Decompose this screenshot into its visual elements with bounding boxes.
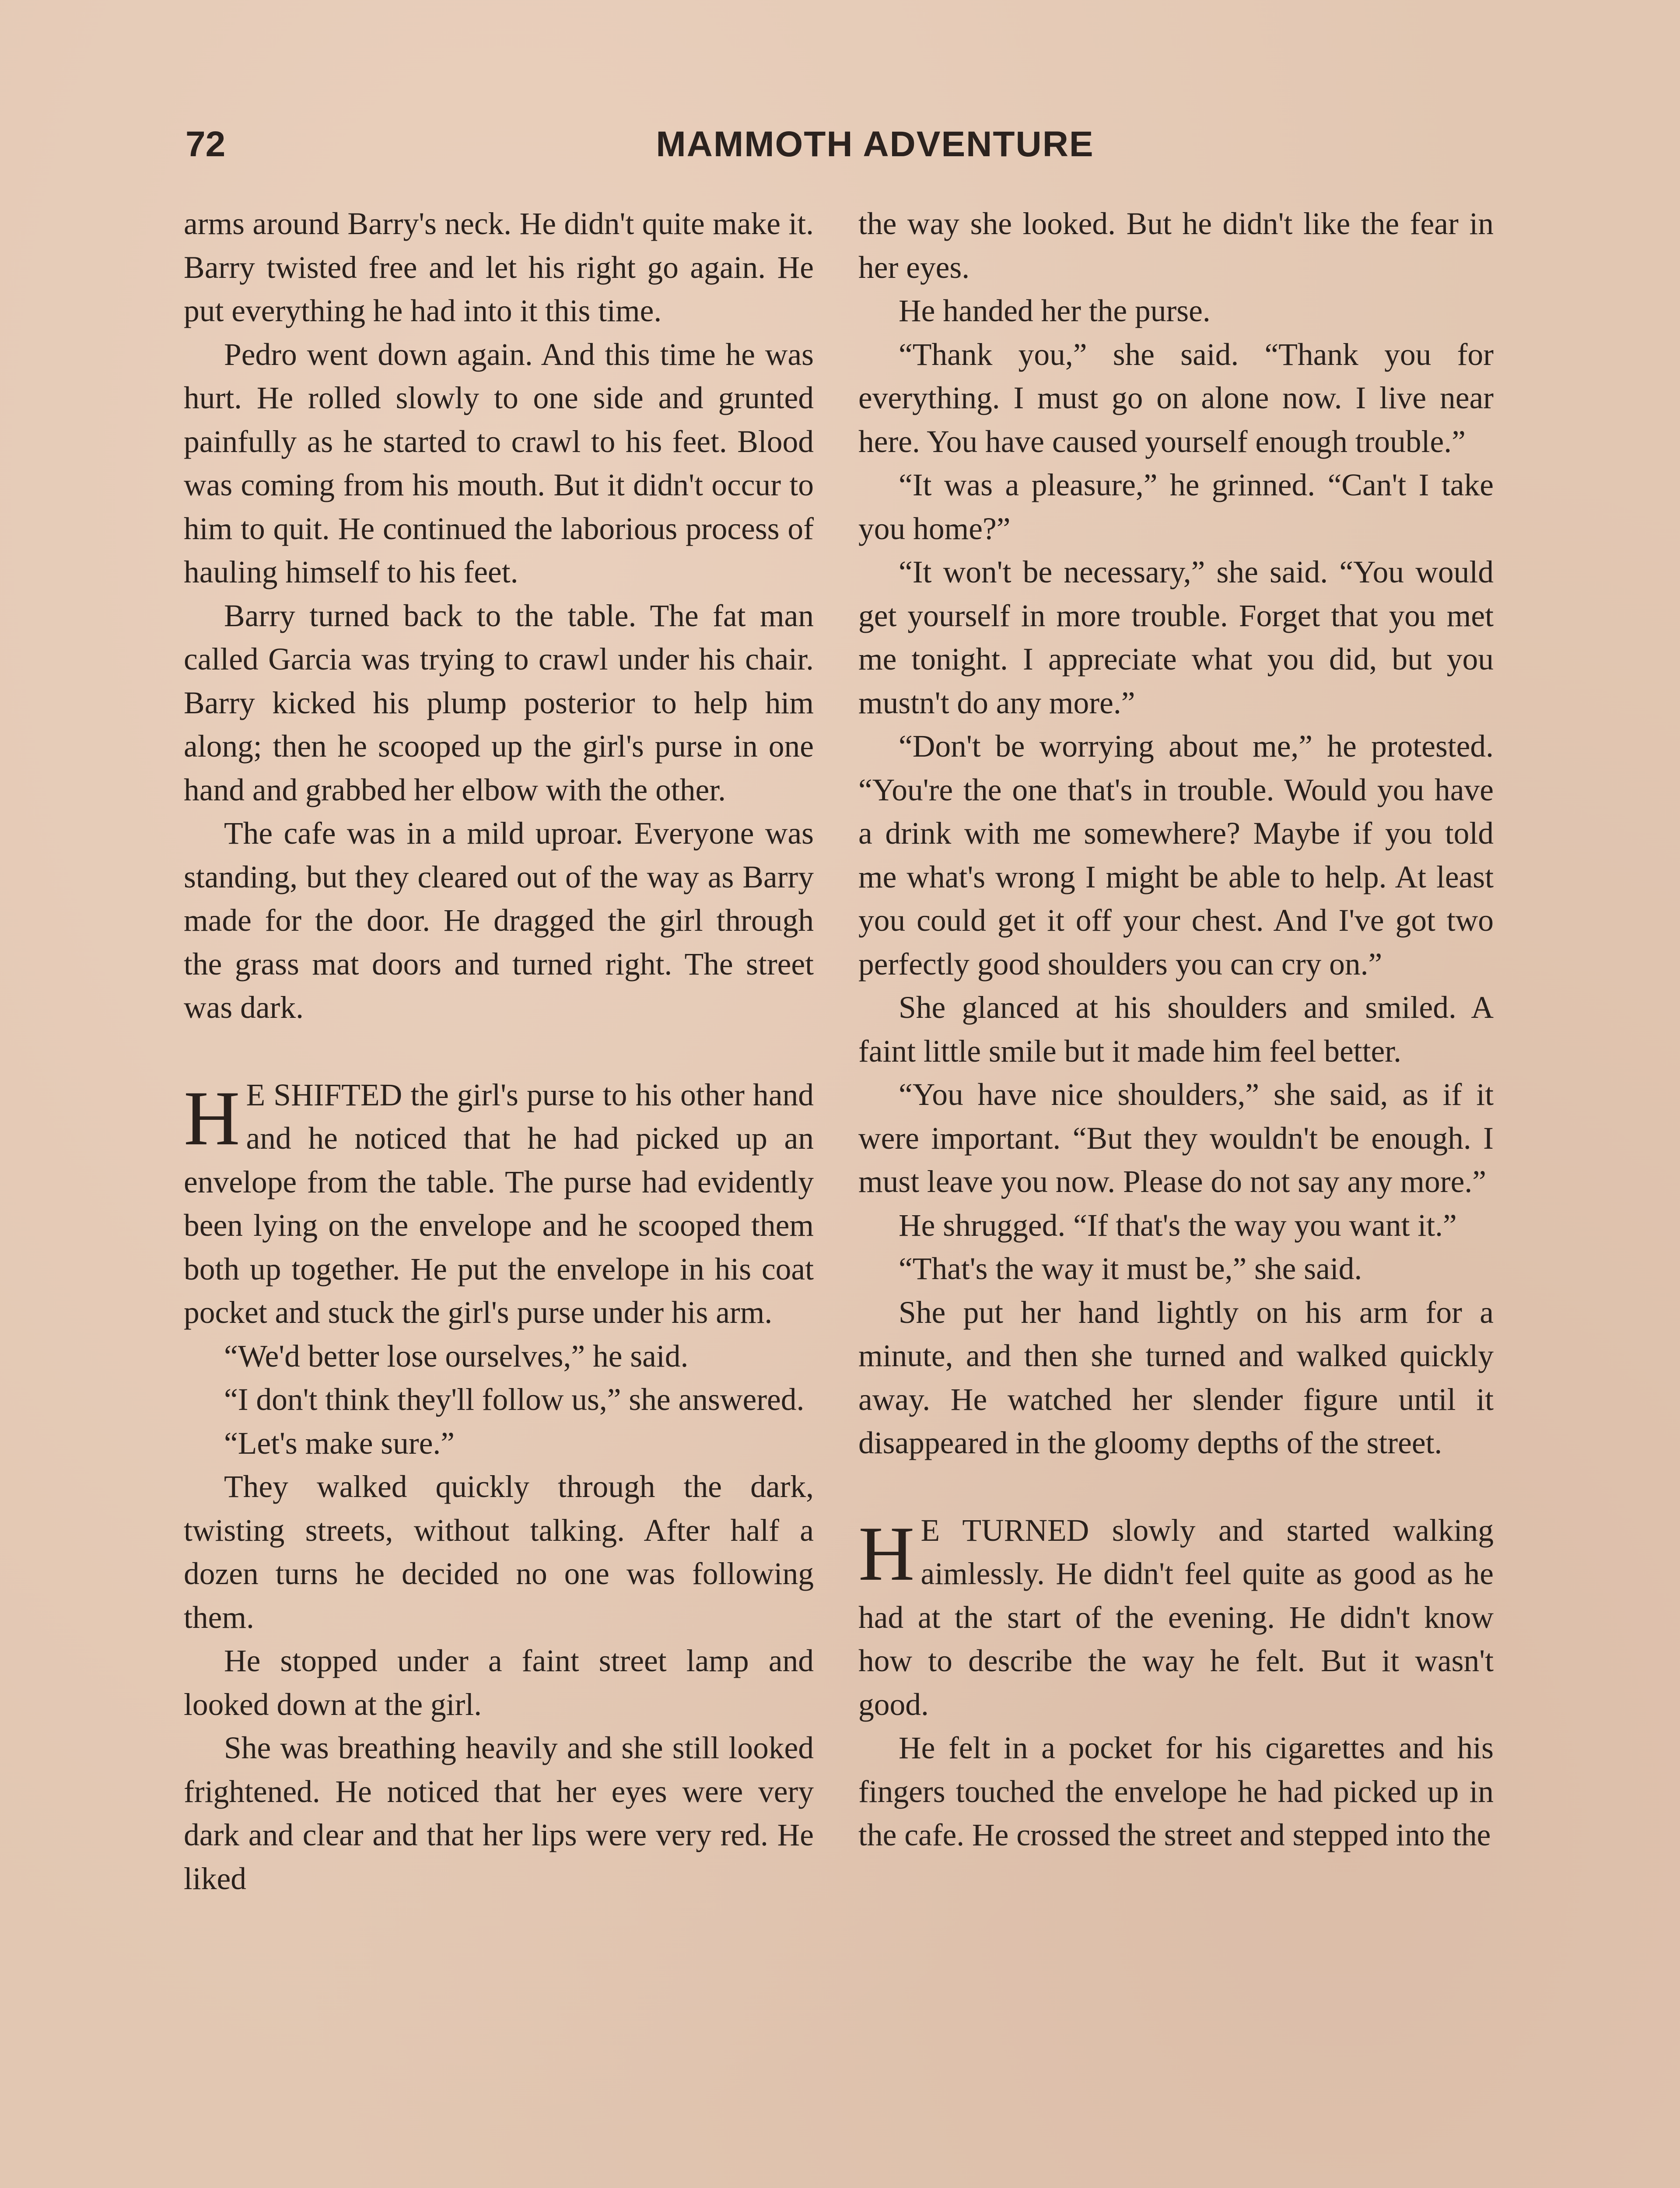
lead-in: E SHIFTED — [246, 1077, 402, 1112]
paragraph: They walked quickly through the dark, twisting streets, without talking. After half a dozen turns he decided no one was following them. — [184, 1469, 814, 1635]
paragraph: Pedro went down again. And this time he was hurt. He rolled slowly to one side and grunted painfully as he started to crawl to his feet. Blood was coming from his mouth. But it didn't occur to him to quit. He continued the laborious process of hauling himself to his feet. — [184, 337, 814, 589]
paragraph: The cafe was in a mild uproar. Everyone was standing, but they cleared out of the way as Barry made for the door. He dragged the girl through the grass mat doors and turned right. The street was dark. — [184, 816, 814, 1025]
section-opening-paragraph — [184, 1073, 814, 1335]
paragraph: “It was a pleasure,” he grinned. “Can't I take you home?” — [858, 468, 1494, 546]
paragraph-text: slowly and started walking aimlessly. He didn't feel quite as good as he had at the start of the evening. He didn't know how to describe the way he felt. But it wasn't good. — [858, 1513, 1494, 1722]
section-opening-paragraph — [858, 1509, 1494, 1727]
paragraph: She was breathing heavily and she still looked frightened. He noticed that her eyes were very dark and clear and that her lips were very red. He liked — [184, 1731, 814, 1896]
paragraph-text: the girl's purse to his other hand and he noticed that he had picked up an envelope from the table. The purse had evidently been lying on the envelope and he scooped them both up together. He put the envelope in his coat pocket and stuck the girl's purse under his arm. — [184, 1077, 814, 1330]
paragraph: “You have nice shoulders,” she said, as if it were important. “But they wouldn't be enough. I must leave you now. Please do not say any more.” — [858, 1077, 1494, 1199]
paragraph: “Don't be worrying about me,” he protested. “You're the one that's in trouble. Would you have a drink with me somewhere? Maybe if you told me what's wrong I might be able to help. At least you could get it off your chest. And I've got two perfectly good shoulders you can cry on.” — [858, 729, 1494, 982]
right-column — [858, 202, 1494, 1857]
lead-in: E TURNED — [920, 1513, 1089, 1548]
paragraph: He felt in a pocket for his cigarettes and his fingers touched the envelope he had picked up in the cafe. He crossed the street and stepped into the — [858, 1731, 1494, 1852]
paragraph: He stopped under a faint street lamp and looked down at the girl. — [184, 1644, 814, 1722]
paragraph: “Let's make sure.” — [224, 1426, 455, 1461]
drop-cap: H — [858, 1510, 915, 1597]
paragraph: She glanced at his shoulders and smiled. A faint little smile but it made him feel better. — [858, 990, 1494, 1069]
paragraph: “I don't think they'll follow us,” she answered. — [224, 1382, 805, 1417]
paragraph: She put her hand lightly on his arm for a minute, and then she turned and walked quickly away. He watched her slender figure until it disappeared in the gloomy depths of the street. — [858, 1295, 1494, 1460]
paragraph: He handed her the purse. — [899, 294, 1211, 328]
left-column — [184, 202, 814, 1900]
paragraph: “It won't be necessary,” she said. “You would get yourself in more trouble. Forget that you met me tonight. I appreciate what you did, but you mustn't do any more.” — [858, 555, 1494, 720]
paragraph: He shrugged. “If that's the way you want it.” — [899, 1208, 1457, 1243]
paragraph: Barry turned back to the table. The fat man called Garcia was trying to crawl under his chair. Barry kicked his plump posterior to help him along; then he scooped up the girl's purse in one hand and grabbed her elbow with the other. — [184, 598, 814, 807]
page-header — [0, 118, 1680, 171]
drop-cap: H — [184, 1074, 240, 1161]
page-number: 72 — [186, 124, 226, 164]
paragraph: arms around Barry's neck. He didn't quite make it. Barry twisted free and let his right go again. He put everything he had into it this time. — [184, 207, 814, 328]
paragraph: “Thank you,” she said. “Thank you for everything. I must go on alone now. I live near here. You have caused yourself enough trouble.” — [858, 337, 1494, 459]
paragraph: “We'd better lose ourselves,” he said. — [224, 1339, 689, 1374]
paragraph: the way she looked. But he didn't like the fear in her eyes. — [858, 207, 1494, 285]
running-title: MAMMOTH ADVENTURE — [656, 124, 1094, 164]
paragraph: “That's the way it must be,” she said. — [899, 1252, 1362, 1286]
